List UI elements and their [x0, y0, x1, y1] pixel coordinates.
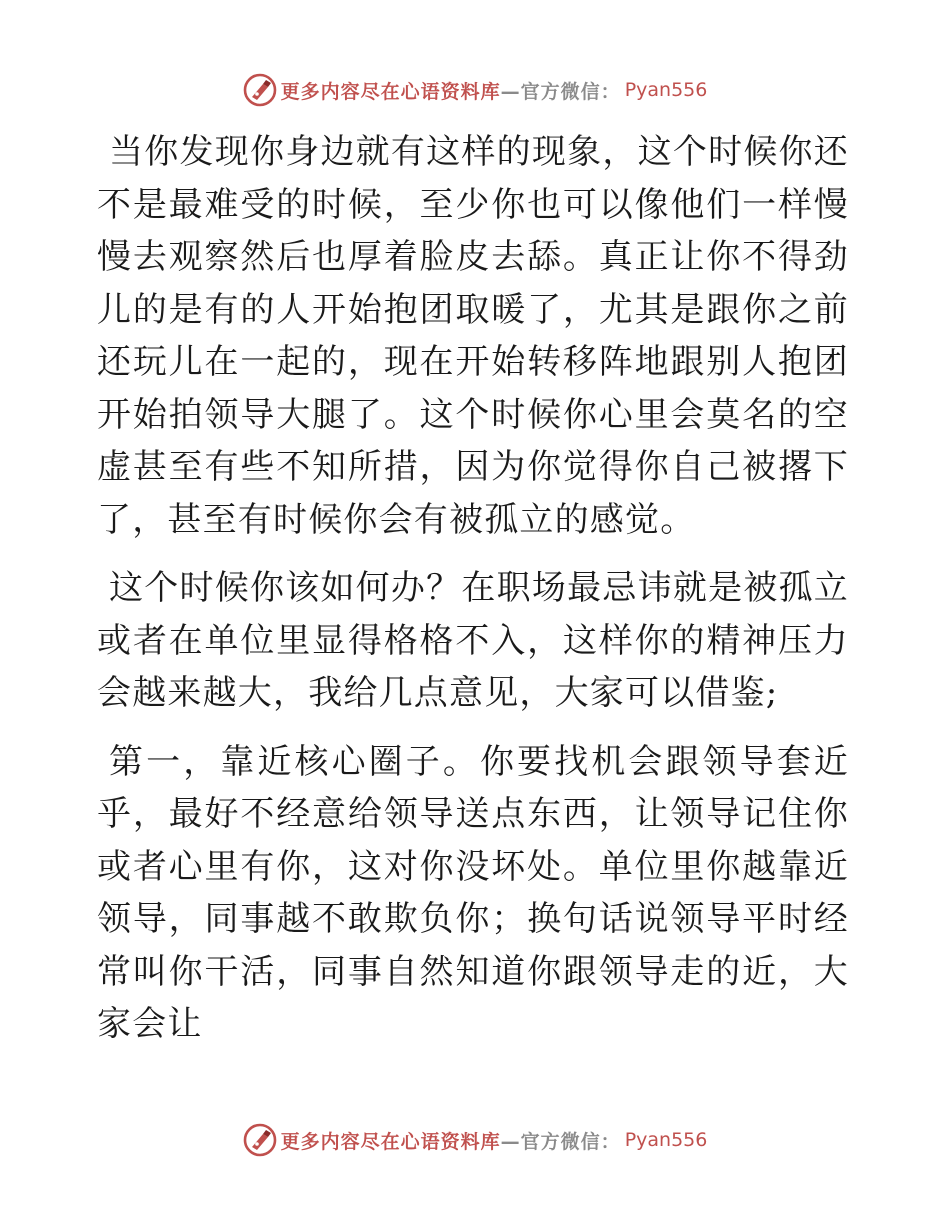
header-site-text: 更多内容尽在心语资料库 — [280, 80, 501, 103]
header-wechat-id: Pyan556 — [624, 79, 708, 101]
header-wechat-label: —官方微信： — [500, 80, 621, 103]
pen-nib-logo-icon — [243, 73, 277, 107]
paragraph-1: 当你发现你身边就有这样的现象，这个时候你还不是最难受的时候，至少你也可以像他们一样慢慢去观察然后也厚着脸皮去舔。真正让你不得劲儿的是有的人开始抱团取暖了，尤其是跟你之前还玩儿在一起的，现在开始转移阵地跟别人抱团开始拍领导大腿了。这个时候你心里会莫名的空虚甚至有些不知所措，因为你觉得你自己被撂下了，甚至有时候你会有被孤立的感觉。 — [97, 132, 849, 540]
footer-wechat-label: —官方微信： — [500, 1130, 621, 1153]
footer-wechat-id: Pyan556 — [624, 1129, 708, 1151]
paragraph-2: 这个时候你该如何办？在职场最忌讳就是被孤立或者在单位里显得格格不入，这样你的精神压力会越来越大，我给几点意见，大家可以借鉴; — [97, 568, 849, 713]
document-body — [97, 126, 849, 1051]
footer-banner — [0, 1120, 950, 1160]
footer-site-text: 更多内容尽在心语资料库 — [280, 1130, 501, 1153]
header-banner — [0, 70, 950, 110]
pen-nib-logo-icon — [243, 1123, 277, 1157]
paragraph-3: 第一，靠近核心圈子。你要找机会跟领导套近乎，最好不经意给领导送点东西，让领导记住你或者心里有你，这对你没坏处。单位里你越靠近领导，同事越不敢欺负你；换句话说领导平时经常叫你干活，同事自然知道你跟领导走的近，大家会让 — [97, 741, 849, 1044]
